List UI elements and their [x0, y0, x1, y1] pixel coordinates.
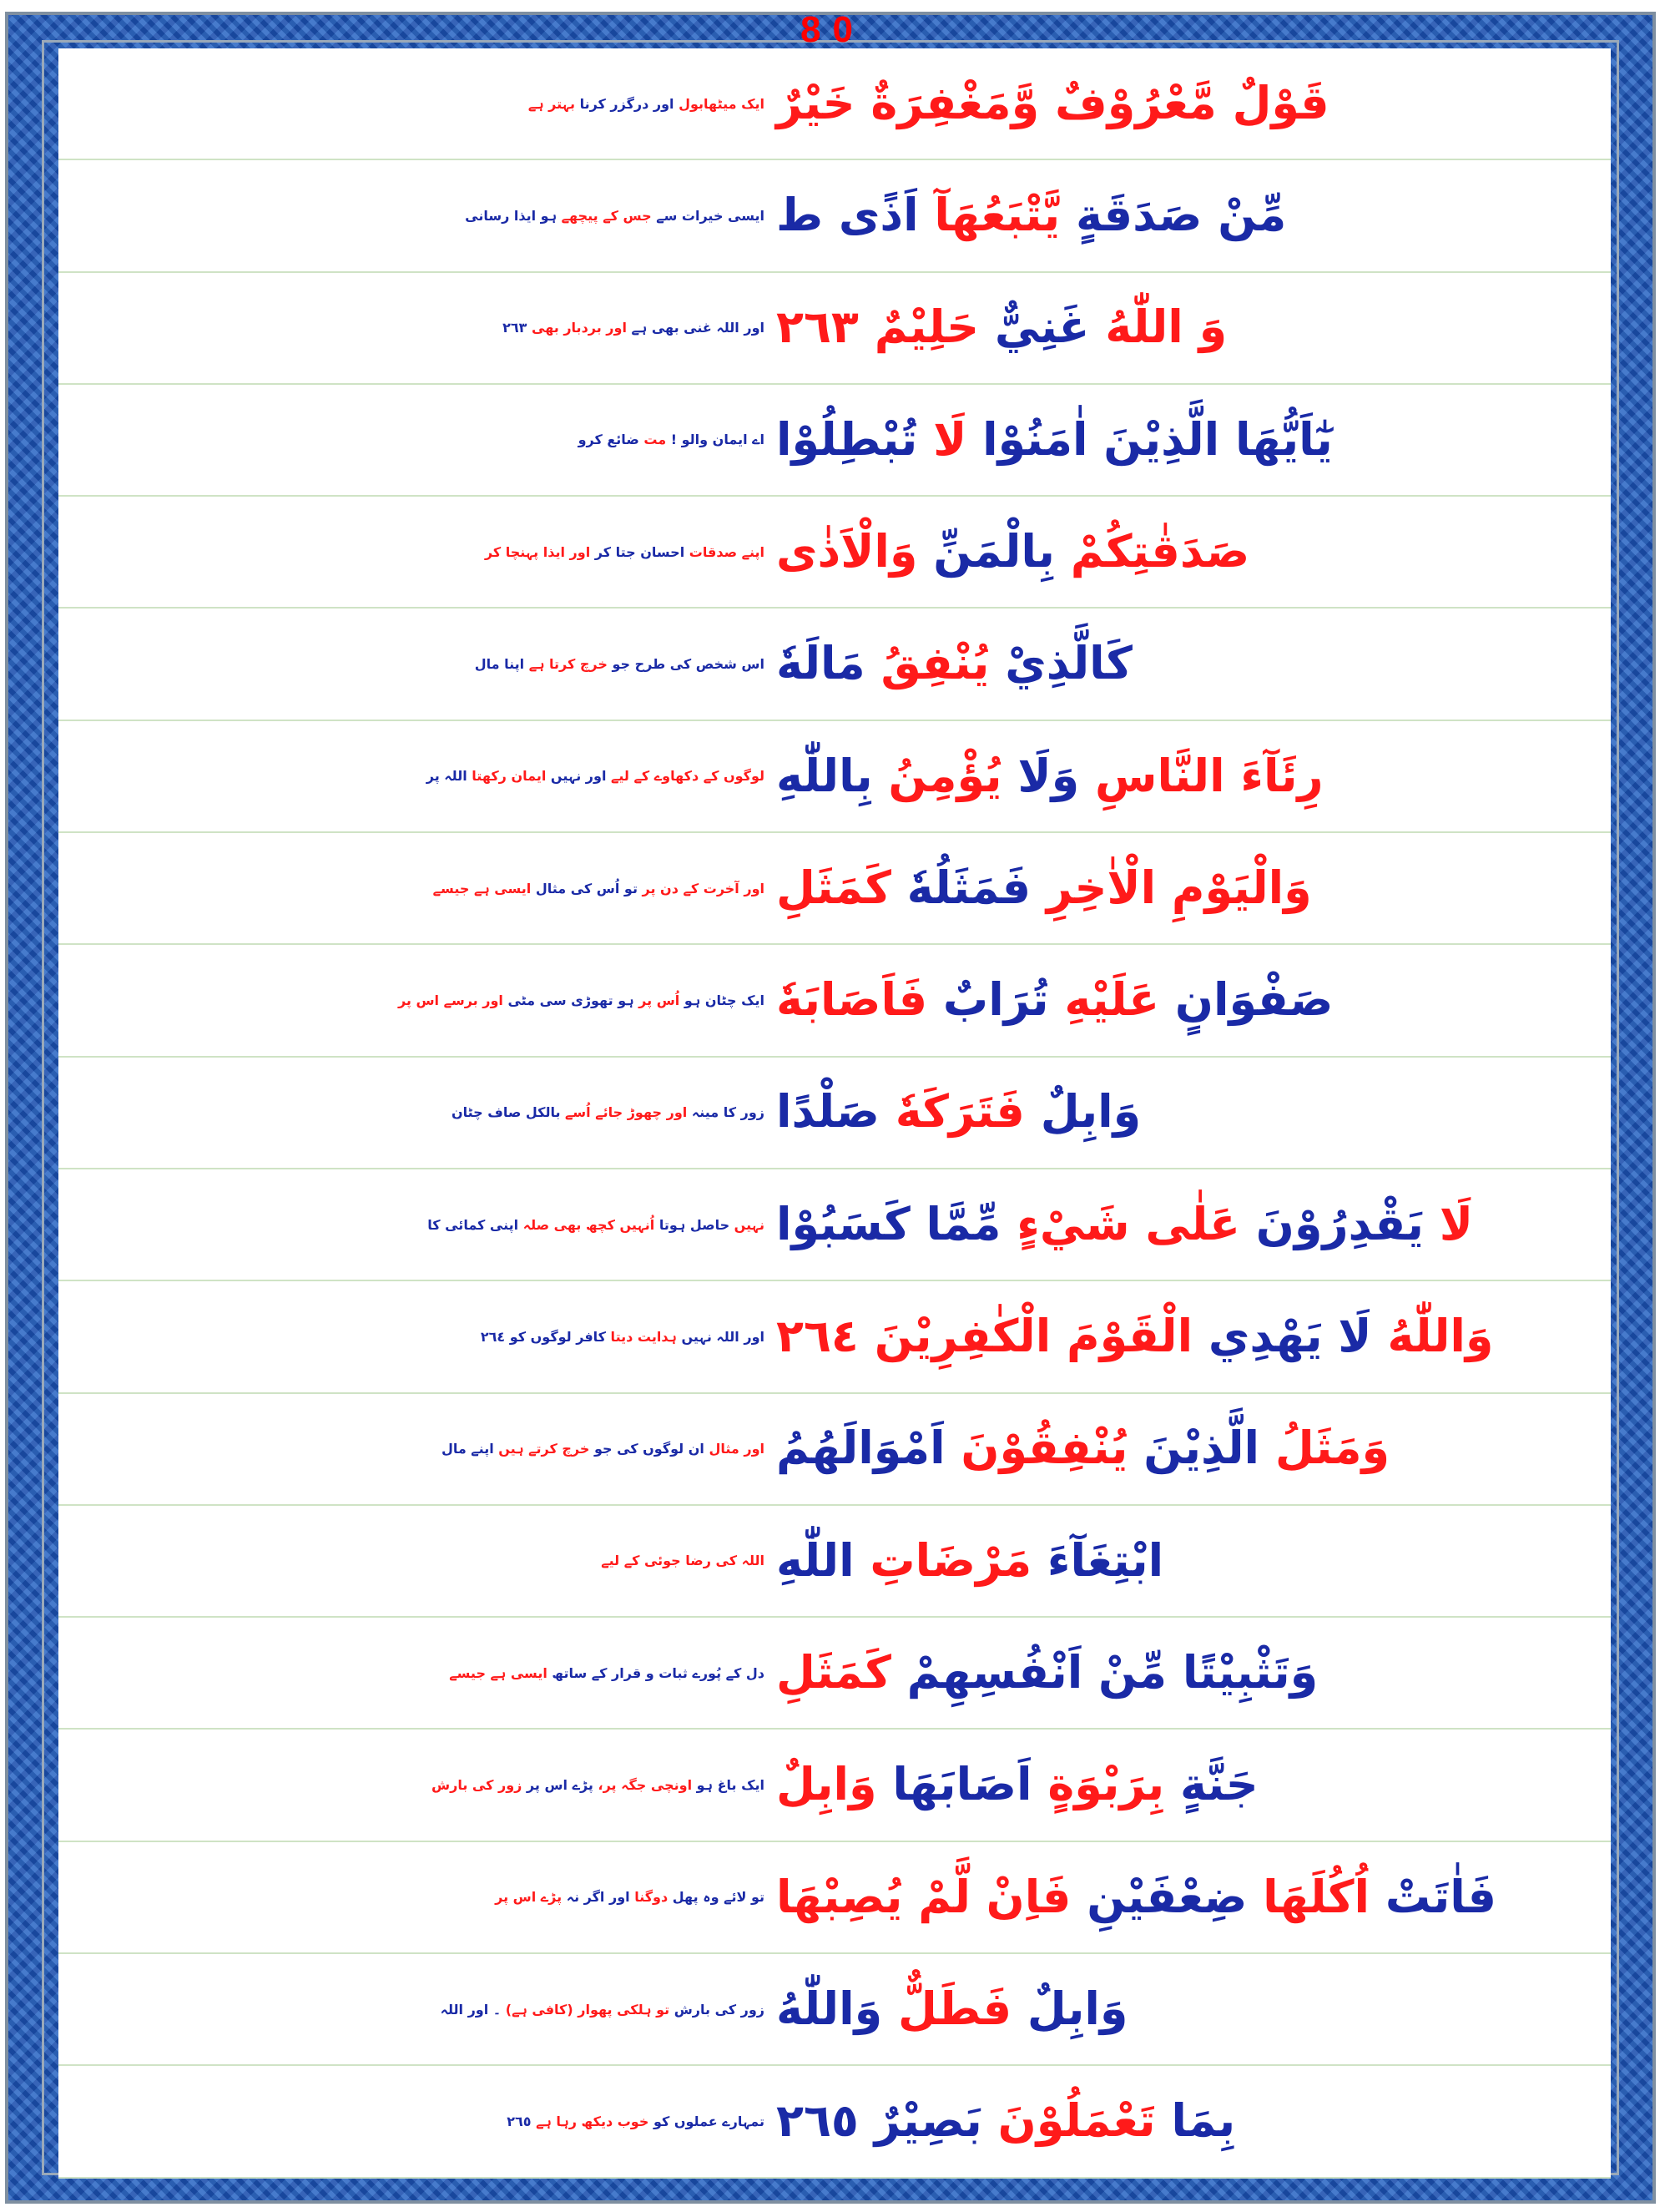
arabic-segment: تُبْطِلُوْا: [776, 412, 918, 466]
arabic-segment: يَّتْبَعُهَآ: [934, 189, 1061, 242]
urdu-translation: [70, 1665, 776, 1681]
urdu-segment: ان لوگوں کی جو: [589, 1441, 704, 1457]
verse-row: [58, 1506, 1611, 1618]
arabic-verse-cell: [776, 1954, 1611, 2064]
arabic-verse: [776, 1198, 1473, 1252]
arabic-segment: وَ اللّٰهُ: [1089, 300, 1228, 354]
arabic-segment: عَلَيْهِ: [1048, 973, 1160, 1027]
verse-row: [58, 1842, 1611, 1954]
arabic-segment: يُؤْمِنُ: [872, 749, 1002, 802]
urdu-segment: اللہ کی رضا جوئی کے لیے: [601, 1553, 764, 1569]
urdu-translation-cell: [58, 1842, 776, 1952]
urdu-segment: ٢٦٣: [502, 320, 527, 336]
urdu-translation-cell: [58, 945, 776, 1055]
urdu-translation: [70, 992, 776, 1008]
urdu-translation: [70, 320, 776, 336]
arabic-segment: يُنْفِقُ: [865, 637, 990, 690]
urdu-segment: احسان جتا کر: [590, 543, 685, 560]
urdu-translation: [70, 544, 776, 560]
urdu-segment: اور برسے اس پر: [397, 992, 503, 1008]
urdu-segment: ایسی خیرات سے: [651, 207, 764, 224]
arabic-segment: بِرَبْوَةٍ: [1032, 1758, 1165, 1811]
urdu-segment: خرچ کرتا ہے: [524, 656, 608, 673]
arabic-segment: لَا يَهْدِي: [1193, 1310, 1372, 1363]
arabic-segment: ابْتِغَآءَ: [1032, 1533, 1164, 1587]
arabic-segment: وَتَثْبِيْتًا: [1167, 1645, 1319, 1699]
arabic-segment: يٰٓاَيُّهَا الَّذِيْنَ اٰمَنُوْا: [966, 412, 1333, 466]
arabic-segment: الْقَوْمَ الْكٰفِرِيْنَ ٢٦٤: [776, 1310, 1193, 1363]
urdu-translation-cell: [58, 497, 776, 607]
urdu-segment: اے ایمان والو !: [666, 432, 764, 448]
verse-row: [58, 160, 1611, 272]
urdu-translation: [70, 2002, 776, 2018]
urdu-translation: [70, 1553, 776, 1568]
arabic-verse-cell: [776, 721, 1611, 831]
arabic-segment: الَّذِيْنَ: [1128, 1422, 1260, 1475]
arabic-segment: عَلٰى شَيْءٍ: [1001, 1197, 1240, 1250]
urdu-segment: اپنے مال: [441, 1441, 494, 1457]
urdu-translation-cell: [58, 273, 776, 383]
arabic-segment: اُكُلَهَا: [1247, 1870, 1370, 1923]
urdu-segment: تو ہلکی پھوار (کافی ہے): [505, 2001, 670, 2018]
arabic-segment: اَمْوَالَهُمُ: [776, 1422, 946, 1475]
urdu-translation-cell: [58, 1281, 776, 1391]
arabic-segment: كَالَّذِيْ: [989, 637, 1133, 690]
urdu-segment: جس کے پیچھے: [557, 207, 652, 224]
urdu-segment: تو اُس کی مثال: [531, 880, 638, 896]
arabic-segment: فَاِنْ لَّمْ يُصِبْهَا: [776, 1870, 1072, 1923]
urdu-segment: ایمان رکھتا: [467, 768, 547, 785]
verse-row: [58, 1058, 1611, 1169]
arabic-verse: [776, 1646, 1318, 1700]
verse-row: [58, 1954, 1611, 2066]
arabic-segment: تَعْمَلُوْنَ: [981, 2094, 1156, 2148]
urdu-segment: اور بردبار بھی: [527, 320, 627, 336]
urdu-segment: ہو ایذا رسانی: [465, 207, 558, 224]
urdu-segment: اپنی کمائی کا: [427, 1216, 519, 1233]
arabic-verse: [776, 413, 1333, 467]
arabic-verse: [776, 750, 1324, 804]
arabic-verse: [776, 1534, 1163, 1588]
arabic-verse-cell: [776, 609, 1611, 719]
urdu-segment: ہو تھوڑی سی مٹی: [502, 992, 634, 1008]
urdu-segment: تو لائے وہ پھل: [668, 1889, 764, 1906]
arabic-segment: لَا: [1423, 1197, 1473, 1250]
urdu-segment: اونچی جگہ پر،: [593, 1777, 693, 1793]
page-number: 80: [800, 9, 865, 50]
arabic-segment: صَفْوَانٍ: [1159, 973, 1334, 1027]
arabic-segment: رِئَآءَ النَّاسِ: [1079, 749, 1324, 802]
arabic-verse-cell: [776, 1394, 1611, 1504]
arabic-segment: مِّنْ صَدَقَةٍ: [1060, 189, 1287, 242]
urdu-translation-cell: [58, 1058, 776, 1168]
arabic-segment: فَاٰتَتْ: [1370, 1870, 1496, 1923]
arabic-verse-cell: [776, 1058, 1611, 1168]
arabic-verse: [776, 77, 1329, 131]
arabic-verse: [776, 300, 1227, 355]
urdu-segment: خوب دیکھ رہا ہے: [531, 2113, 649, 2129]
urdu-segment: اور ایذا پہنچا کر: [484, 543, 591, 560]
verse-row: [58, 1618, 1611, 1730]
arabic-segment: فَطَلٌّ: [882, 1982, 1012, 2035]
arabic-segment: كَمَثَلِ: [776, 1645, 891, 1699]
urdu-segment: اور درگزر کرنا: [575, 95, 679, 112]
urdu-translation-cell: [58, 48, 776, 159]
urdu-segment: ایسی ہے جیسے: [449, 1664, 547, 1681]
arabic-segment: اللّٰهِ: [776, 1533, 855, 1587]
urdu-translation-cell: [58, 160, 776, 270]
arabic-verse-cell: [776, 1618, 1611, 1728]
urdu-translation: [70, 96, 776, 112]
verse-row: [58, 833, 1611, 945]
urdu-segment: ٢٦٥: [507, 2113, 532, 2129]
urdu-segment: اپنے صدقات: [684, 543, 764, 560]
arabic-verse-cell: [776, 1730, 1611, 1840]
urdu-translation: [70, 208, 776, 224]
urdu-segment: ایسی ہے جیسے: [432, 880, 532, 896]
verse-row: [58, 2066, 1611, 2178]
arabic-segment: بِالْمَنِّ: [917, 524, 1055, 578]
urdu-segment: کافر لوگوں کو ٢٦٤: [480, 1328, 606, 1345]
arabic-verse-cell: [776, 833, 1611, 943]
verse-row: [58, 1281, 1611, 1393]
arabic-segment: فَتَرَكَهٗ: [879, 1085, 1025, 1139]
arabic-segment: فَاَصَابَهٗ: [776, 973, 928, 1027]
urdu-translation: [70, 2114, 776, 2129]
urdu-translation-cell: [58, 833, 776, 943]
arabic-segment: بَصِيْرٌ ٢٦٥: [776, 2094, 982, 2148]
arabic-verse-cell: [776, 385, 1611, 495]
verse-row: [58, 48, 1611, 160]
urdu-translation-cell: [58, 1730, 776, 1840]
arabic-verse-cell: [776, 273, 1611, 383]
arabic-segment: مِّنْ اَنْفُسِهِمْ: [891, 1645, 1168, 1699]
urdu-translation-cell: [58, 1506, 776, 1616]
urdu-translation: [70, 432, 776, 447]
urdu-segment: زور کی بارش: [669, 2001, 764, 2018]
urdu-segment: اللہ پر: [426, 768, 467, 785]
urdu-segment: ہدایت دیتا: [605, 1328, 677, 1345]
arabic-segment: صَدَقٰتِكُمْ: [1054, 524, 1250, 578]
arabic-verse: [776, 861, 1312, 916]
arabic-verse: [776, 1758, 1259, 1812]
arabic-segment: اَذًى ط: [776, 189, 935, 242]
arabic-segment: تُرَابٌ: [927, 973, 1049, 1027]
urdu-segment: اور اگر نہ: [562, 1889, 630, 1906]
urdu-translation-cell: [58, 609, 776, 719]
urdu-translation: [70, 1329, 776, 1345]
arabic-verse-cell: [776, 1169, 1611, 1280]
urdu-segment: نہیں: [729, 1216, 764, 1233]
urdu-translation: [70, 1777, 776, 1793]
arabic-verse-cell: [776, 160, 1611, 270]
arabic-segment: بِاللّٰهِ: [776, 749, 873, 802]
urdu-translation: [70, 1104, 776, 1120]
urdu-segment: حاصل ہوتا: [654, 1216, 730, 1233]
arabic-segment: غَنِيٌّ: [979, 300, 1090, 354]
arabic-segment: مِّمَّا كَسَبُوْا: [776, 1197, 1002, 1250]
urdu-segment: بہتر ہے: [527, 95, 575, 112]
urdu-translation: [70, 768, 776, 784]
arabic-segment: يُنْفِقُوْنَ: [945, 1422, 1128, 1475]
urdu-segment: ایک میٹھابول: [679, 95, 764, 112]
urdu-segment: ضائع کرو: [578, 432, 639, 448]
arabic-segment: وَّمَغْفِرَةٌ خَيْرٌ: [776, 76, 1055, 129]
arabic-segment: قَوْلٌ مَّعْرُوْفٌ: [1054, 76, 1329, 129]
urdu-translation: [70, 881, 776, 896]
verse-row: [58, 1169, 1611, 1281]
arabic-segment: ضِعْفَيْنِ: [1071, 1870, 1248, 1923]
urdu-translation-cell: [58, 721, 776, 831]
arabic-verse: [776, 189, 1286, 243]
arabic-verse-cell: [776, 1506, 1611, 1616]
urdu-segment: خرچ کرتے ہیں: [493, 1441, 590, 1457]
urdu-translation-cell: [58, 2066, 776, 2176]
urdu-segment: اس شخص کی طرح جو: [607, 656, 764, 673]
arabic-segment: لَا: [917, 412, 967, 466]
urdu-segment: اور اللہ غنی بھی ہے: [626, 320, 764, 336]
arabic-verse-cell: [776, 1281, 1611, 1391]
arabic-verse-cell: [776, 2066, 1611, 2176]
arabic-segment: وَلَا: [1002, 749, 1080, 802]
arabic-verse: [776, 1422, 1390, 1476]
urdu-segment: اُس پر: [633, 992, 680, 1008]
urdu-translation-cell: [58, 1954, 776, 2064]
arabic-verse: [776, 1085, 1141, 1139]
urdu-segment: اور نہیں: [546, 768, 607, 785]
urdu-translation-cell: [58, 1394, 776, 1504]
urdu-segment: بالکل صاف چٹان: [451, 1104, 561, 1121]
verse-row: [58, 945, 1611, 1057]
verse-row: [58, 1730, 1611, 1841]
arabic-verse: [776, 525, 1249, 579]
arabic-segment: يَقْدِرُوْنَ: [1240, 1197, 1424, 1250]
arabic-segment: بِمَا: [1155, 2094, 1236, 2148]
arabic-segment: اَصَابَهَا: [876, 1758, 1032, 1811]
urdu-segment: زور کا مینہ: [687, 1104, 764, 1121]
verse-row: [58, 609, 1611, 720]
verse-rows: [58, 48, 1611, 2179]
urdu-segment: اور چھوڑ جائے اُسے: [560, 1104, 688, 1121]
urdu-segment: اور اللہ نہیں: [676, 1328, 764, 1345]
arabic-segment: حَلِيْمٌ ٢٦٣: [776, 300, 980, 354]
arabic-verse: [776, 2094, 1235, 2149]
urdu-segment: پڑے اس پر: [522, 1777, 593, 1793]
arabic-verse-cell: [776, 48, 1611, 159]
urdu-segment: ایک باغ ہو: [692, 1777, 764, 1793]
arabic-verse-cell: [776, 945, 1611, 1055]
arabic-segment: وَمَثَلُ: [1259, 1422, 1390, 1475]
urdu-segment: دوگنا: [629, 1889, 669, 1906]
verse-row: [58, 497, 1611, 609]
arabic-verse: [776, 1982, 1128, 2037]
arabic-verse: [776, 973, 1333, 1028]
arabic-segment: مَالَهٗ: [776, 637, 865, 690]
arabic-segment: وَاللّٰهُ: [1371, 1310, 1494, 1363]
urdu-translation: [70, 1441, 776, 1457]
urdu-translation: [70, 656, 776, 672]
urdu-translation-cell: [58, 1169, 776, 1280]
arabic-segment: وَالْاَذٰى: [776, 524, 918, 578]
urdu-segment: پڑے اس پر: [495, 1889, 563, 1906]
arabic-segment: مَرْضَاتِ: [854, 1533, 1032, 1587]
arabic-segment: صَلْدًا: [776, 1085, 880, 1139]
content-panel: [58, 48, 1611, 2179]
urdu-translation-cell: [58, 385, 776, 495]
urdu-segment: اور مثال: [704, 1441, 764, 1457]
arabic-segment: وَاللّٰهُ: [776, 1982, 883, 2035]
urdu-segment: ایک چٹان ہو: [679, 992, 764, 1008]
verse-row: [58, 721, 1611, 833]
arabic-segment: كَمَثَلِ: [776, 861, 891, 914]
verse-row: [58, 1394, 1611, 1506]
urdu-segment: تمہارے عملوں کو: [648, 2113, 764, 2129]
arabic-segment: وَالْيَوْمِ الْاٰخِرِ: [1031, 861, 1312, 914]
urdu-segment: زور کی بارش: [431, 1777, 522, 1793]
arabic-verse: [776, 1310, 1493, 1364]
arabic-segment: جَنَّةٍ: [1164, 1758, 1259, 1811]
verse-row: [58, 385, 1611, 497]
urdu-segment: لوگوں کے دکھاوے کے لیے: [606, 768, 764, 785]
urdu-segment: ۔ اور اللہ: [440, 2001, 506, 2018]
arabic-segment: وَابِلٌ: [1024, 1085, 1142, 1139]
urdu-translation: [70, 1217, 776, 1233]
arabic-verse-cell: [776, 1842, 1611, 1952]
urdu-segment: اور آخرت کے دن پر: [637, 880, 764, 896]
arabic-verse-cell: [776, 497, 1611, 607]
arabic-segment: فَمَثَلُهٗ: [891, 861, 1032, 914]
urdu-segment: دل کے پُورے ثبات و قرار کے ساتھ: [547, 1664, 764, 1681]
urdu-segment: مت: [638, 432, 667, 448]
verse-row: [58, 273, 1611, 385]
arabic-verse: [776, 1871, 1496, 1925]
urdu-segment: اُنہیں کچھ بھی صلہ: [518, 1216, 655, 1233]
arabic-segment: وَابِلٌ: [1012, 1982, 1128, 2035]
urdu-translation-cell: [58, 1618, 776, 1728]
arabic-segment: وَابِلٌ: [776, 1758, 877, 1811]
arabic-verse: [776, 637, 1133, 691]
urdu-translation: [70, 1889, 776, 1905]
urdu-segment: اپنا مال: [474, 656, 525, 673]
